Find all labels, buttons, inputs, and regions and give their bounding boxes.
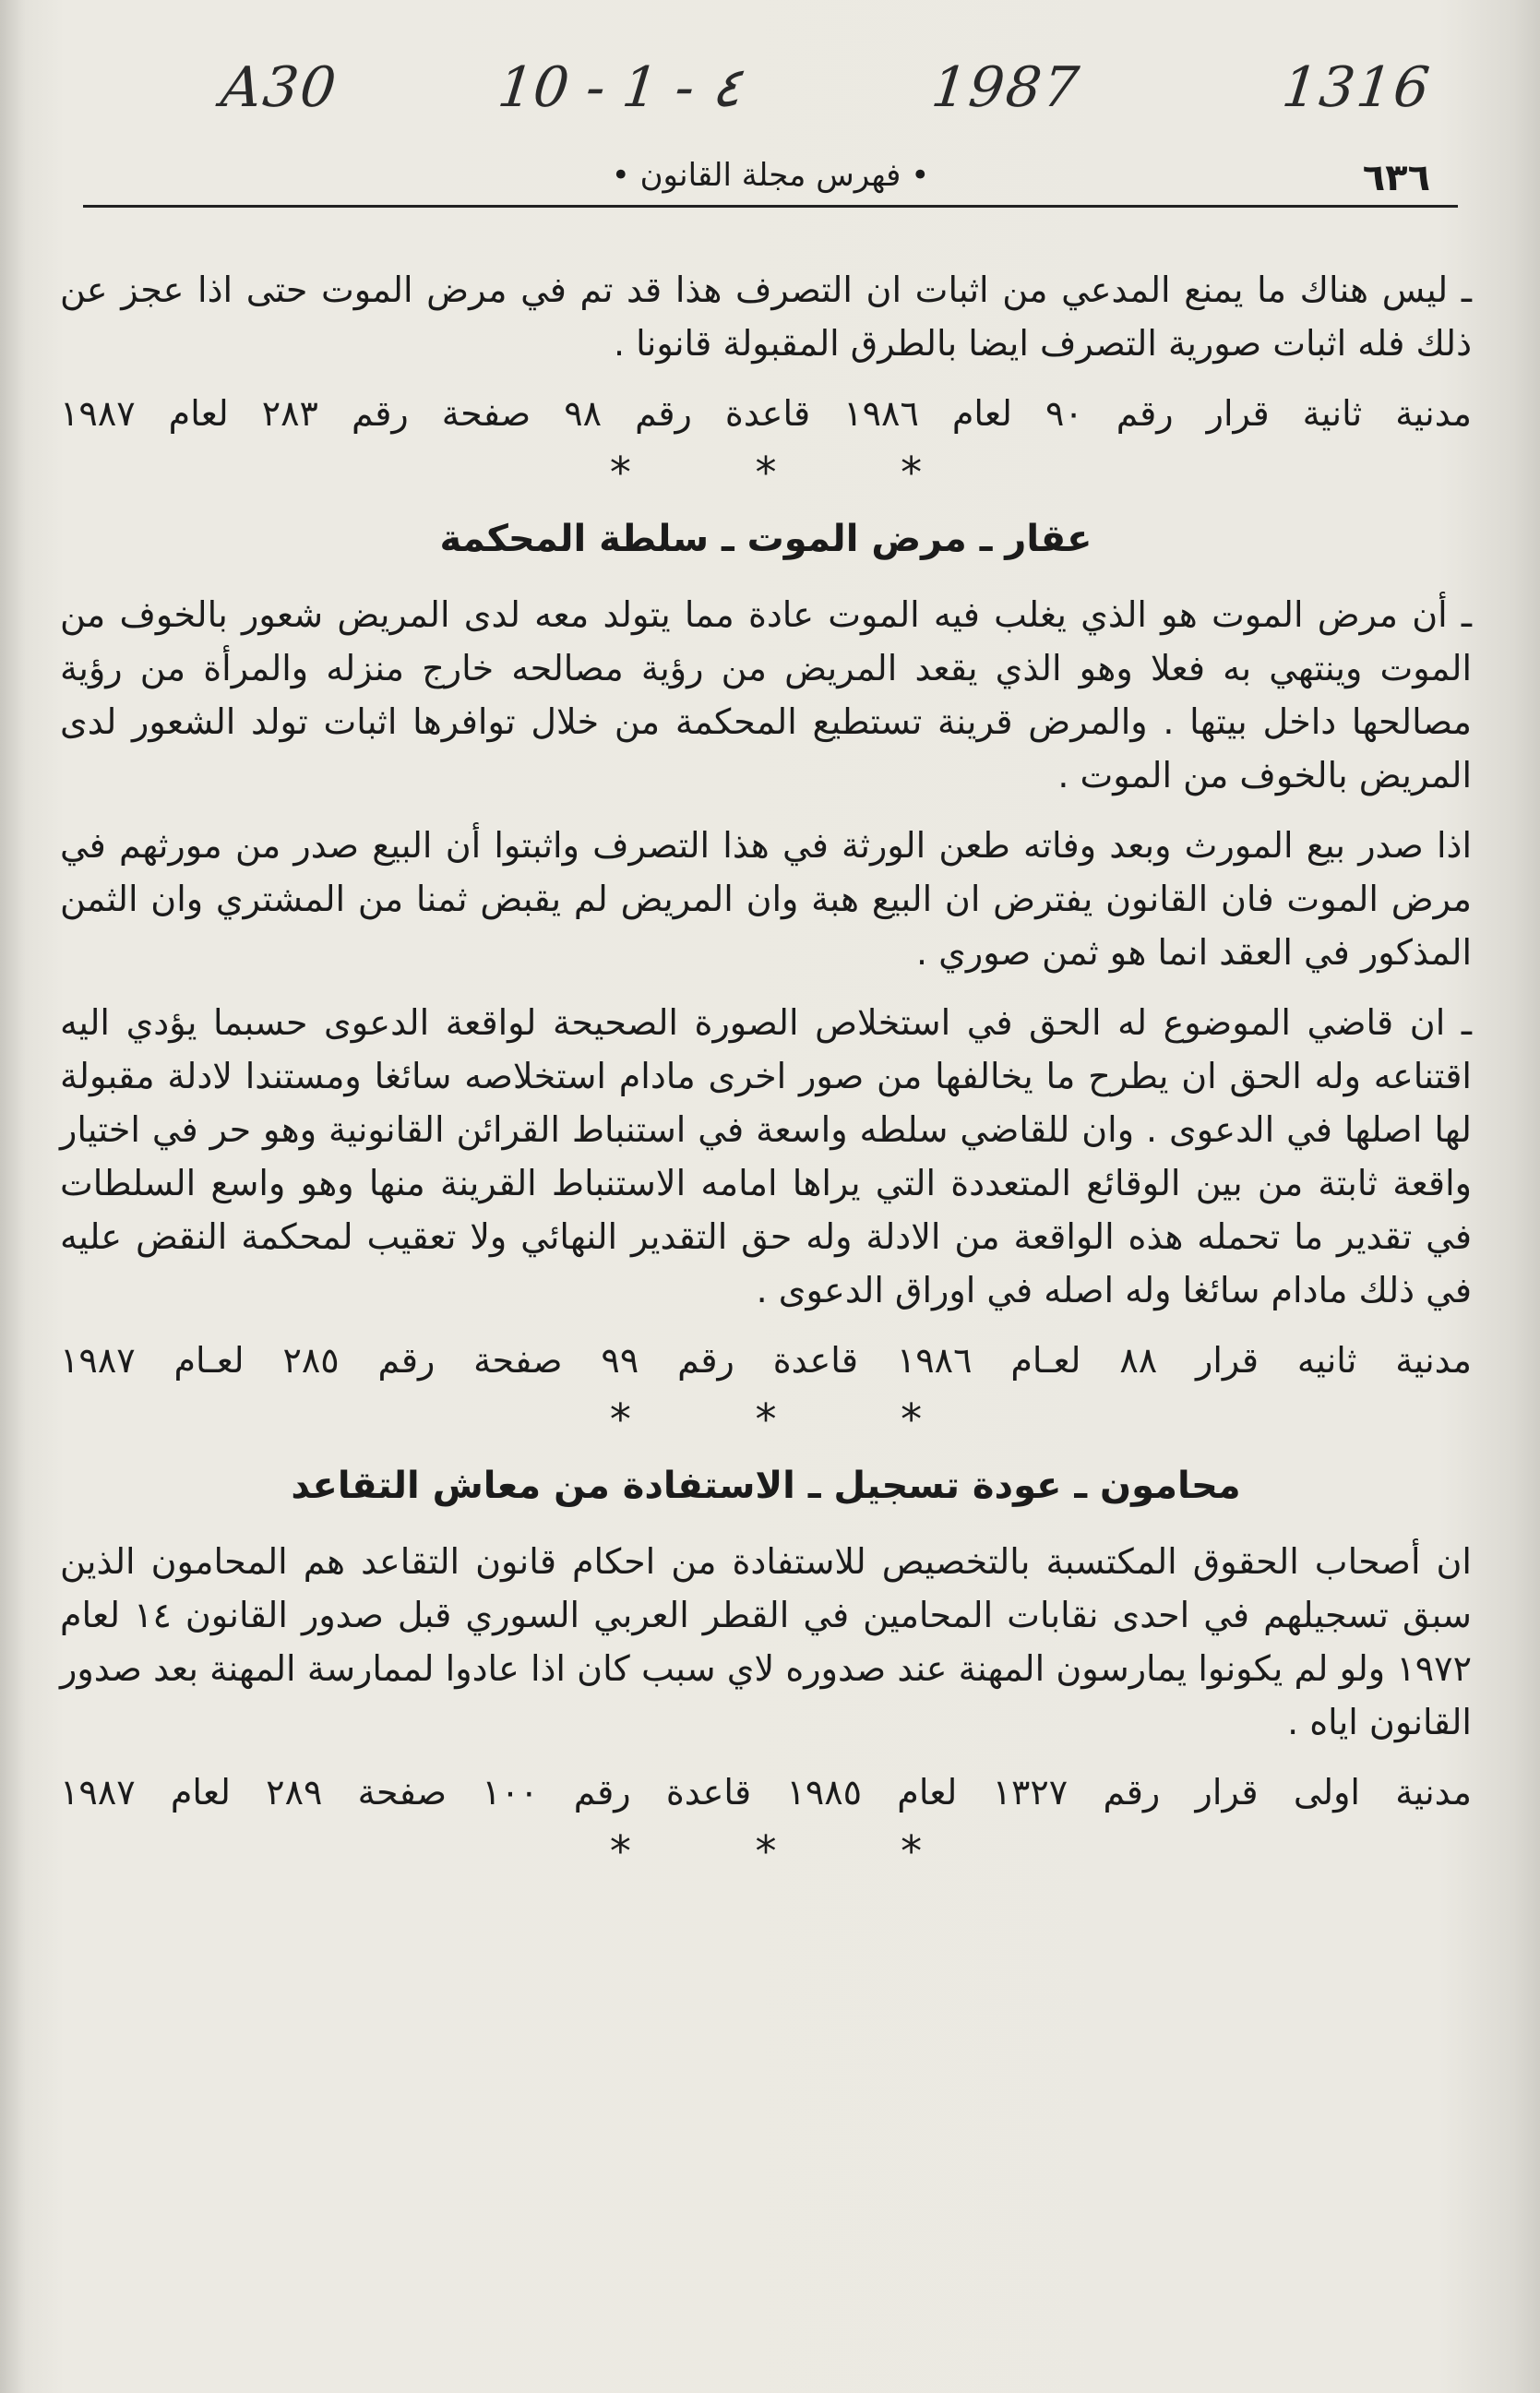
section-3-paragraph-1: ان أصحاب الحقوق المكتسبة بالتخصيص للاستفادة من احكام قانون التقاعد هم المحامون الذين سبق تسجيلهم في احدى نقابات المحامين في القطر العربي السوري قبل صدور القانون ١٤ لعام ١٩٧٢ ولو لم يكونوا يمارسون المهنة عند صدوره لاي سبب كان اذا عادوا لممارسة المهنة بعد صدور القانون اياه . <box>60 1541 1472 1742</box>
section-2-separator: * * * <box>609 1394 978 1444</box>
section-1-separator: * * * <box>609 448 978 497</box>
section-3-separator: * * * <box>609 1826 978 1876</box>
section-3-citation: مدنية اولى قرار رقم ١٣٢٧ لعام ١٩٨٥ قاعدة رقم ١٠٠ صفحة ٢٨٩ لعام ١٩٨٧ <box>60 1772 1472 1813</box>
page-number: ٦٣٦ <box>1362 157 1430 199</box>
section-2-heading: عقار ـ مرض الموت ـ سلطة المحكمة <box>439 518 1092 560</box>
section-2-paragraph-2: اذا صدر بيع المورث وبعد وفاته طعن الورثة في هذا التصرف واثبتوا أن البيع صدر من مورثهم في مرض الموت فان القانون يفترض ان البيع هبة وان المريض لم يقبض ثمنا من المشتري وان الثمن المذكور في العقد انما هو ثمن صوري . <box>60 825 1472 973</box>
handwritten-note-code: A30 <box>218 55 341 120</box>
handwritten-note-year: 1987 <box>928 55 1084 120</box>
header-divider <box>83 205 1458 208</box>
section-2-paragraph-1: ـ أن مرض الموت هو الذي يغلب فيه الموت عادة مما يتولد معه لدى المريض شعور بالخوف من الموت وينتهي به فعلا وهو الذي يقعد المريض من رؤية مصالحه خارج منزله والمرأة من رؤية مصالحها داخل بيتها . والمرض قرينة تستطيع المحكمة من خلال توافرها اثبات تولد الشعور لدى المريض بالخوف من الموت . <box>60 594 1472 796</box>
section-1-citation: مدنية ثانية قرار رقم ٩٠ لعام ١٩٨٦ قاعدة رقم ٩٨ صفحة رقم ٢٨٣ لعام ١٩٨٧ <box>60 393 1472 434</box>
section-1-paragraph-1: ـ ليس هناك ما يمنع المدعي من اثبات ان التصرف هذا قد تم في مرض الموت حتى اذا عجز عن ذلك فله اثبات صورية التصرف ايضا بالطرق المقبولة قانونا . <box>60 269 1472 364</box>
section-3-heading: محامون ـ عودة تسجيل ـ الاستفادة من معاش التقاعد <box>291 1465 1241 1507</box>
page-body <box>60 263 1472 1896</box>
section-2-citation: مدنية ثانيه قرار ٨٨ لعـام ١٩٨٦ قاعدة رقم ٩٩ صفحة رقم ٢٨٥ لعـام ١٩٨٧ <box>60 1340 1472 1381</box>
running-title: • فهرس مجلة القانون • <box>611 157 930 194</box>
section-2-paragraph-3: ـ ان قاضي الموضوع له الحق في استخلاص الصورة الصحيحة لواقعة الدعوى حسبما يؤدي اليه اقتناعه وله الحق ان يطرح ما يخالفها من صور اخرى مادام استخلاصه سائغا ومستندا لادلة مقبولة لها اصلها في الدعوى . وان للقاضي سلطه واسعة في استنباط القرائن القانونية وهو حر في اختيار واقعة ثابتة من بين الوقائع المتعددة التي يراها امامه الاستنباط القرينة منها وهو واسع السلطات في تقدير ما تحمله هذه الواقعة من الادلة وله حق التقدير النهائي ولا تعقيب لمحكمة النقض عليه في ذلك مادام سائغا وله اصله في اوراق الدعوى . <box>60 1002 1472 1310</box>
handwritten-note-date: 10 - 1 - ٤ <box>495 55 746 120</box>
page-header <box>74 148 1467 212</box>
handwritten-note-page-ref: 1316 <box>1279 55 1435 120</box>
